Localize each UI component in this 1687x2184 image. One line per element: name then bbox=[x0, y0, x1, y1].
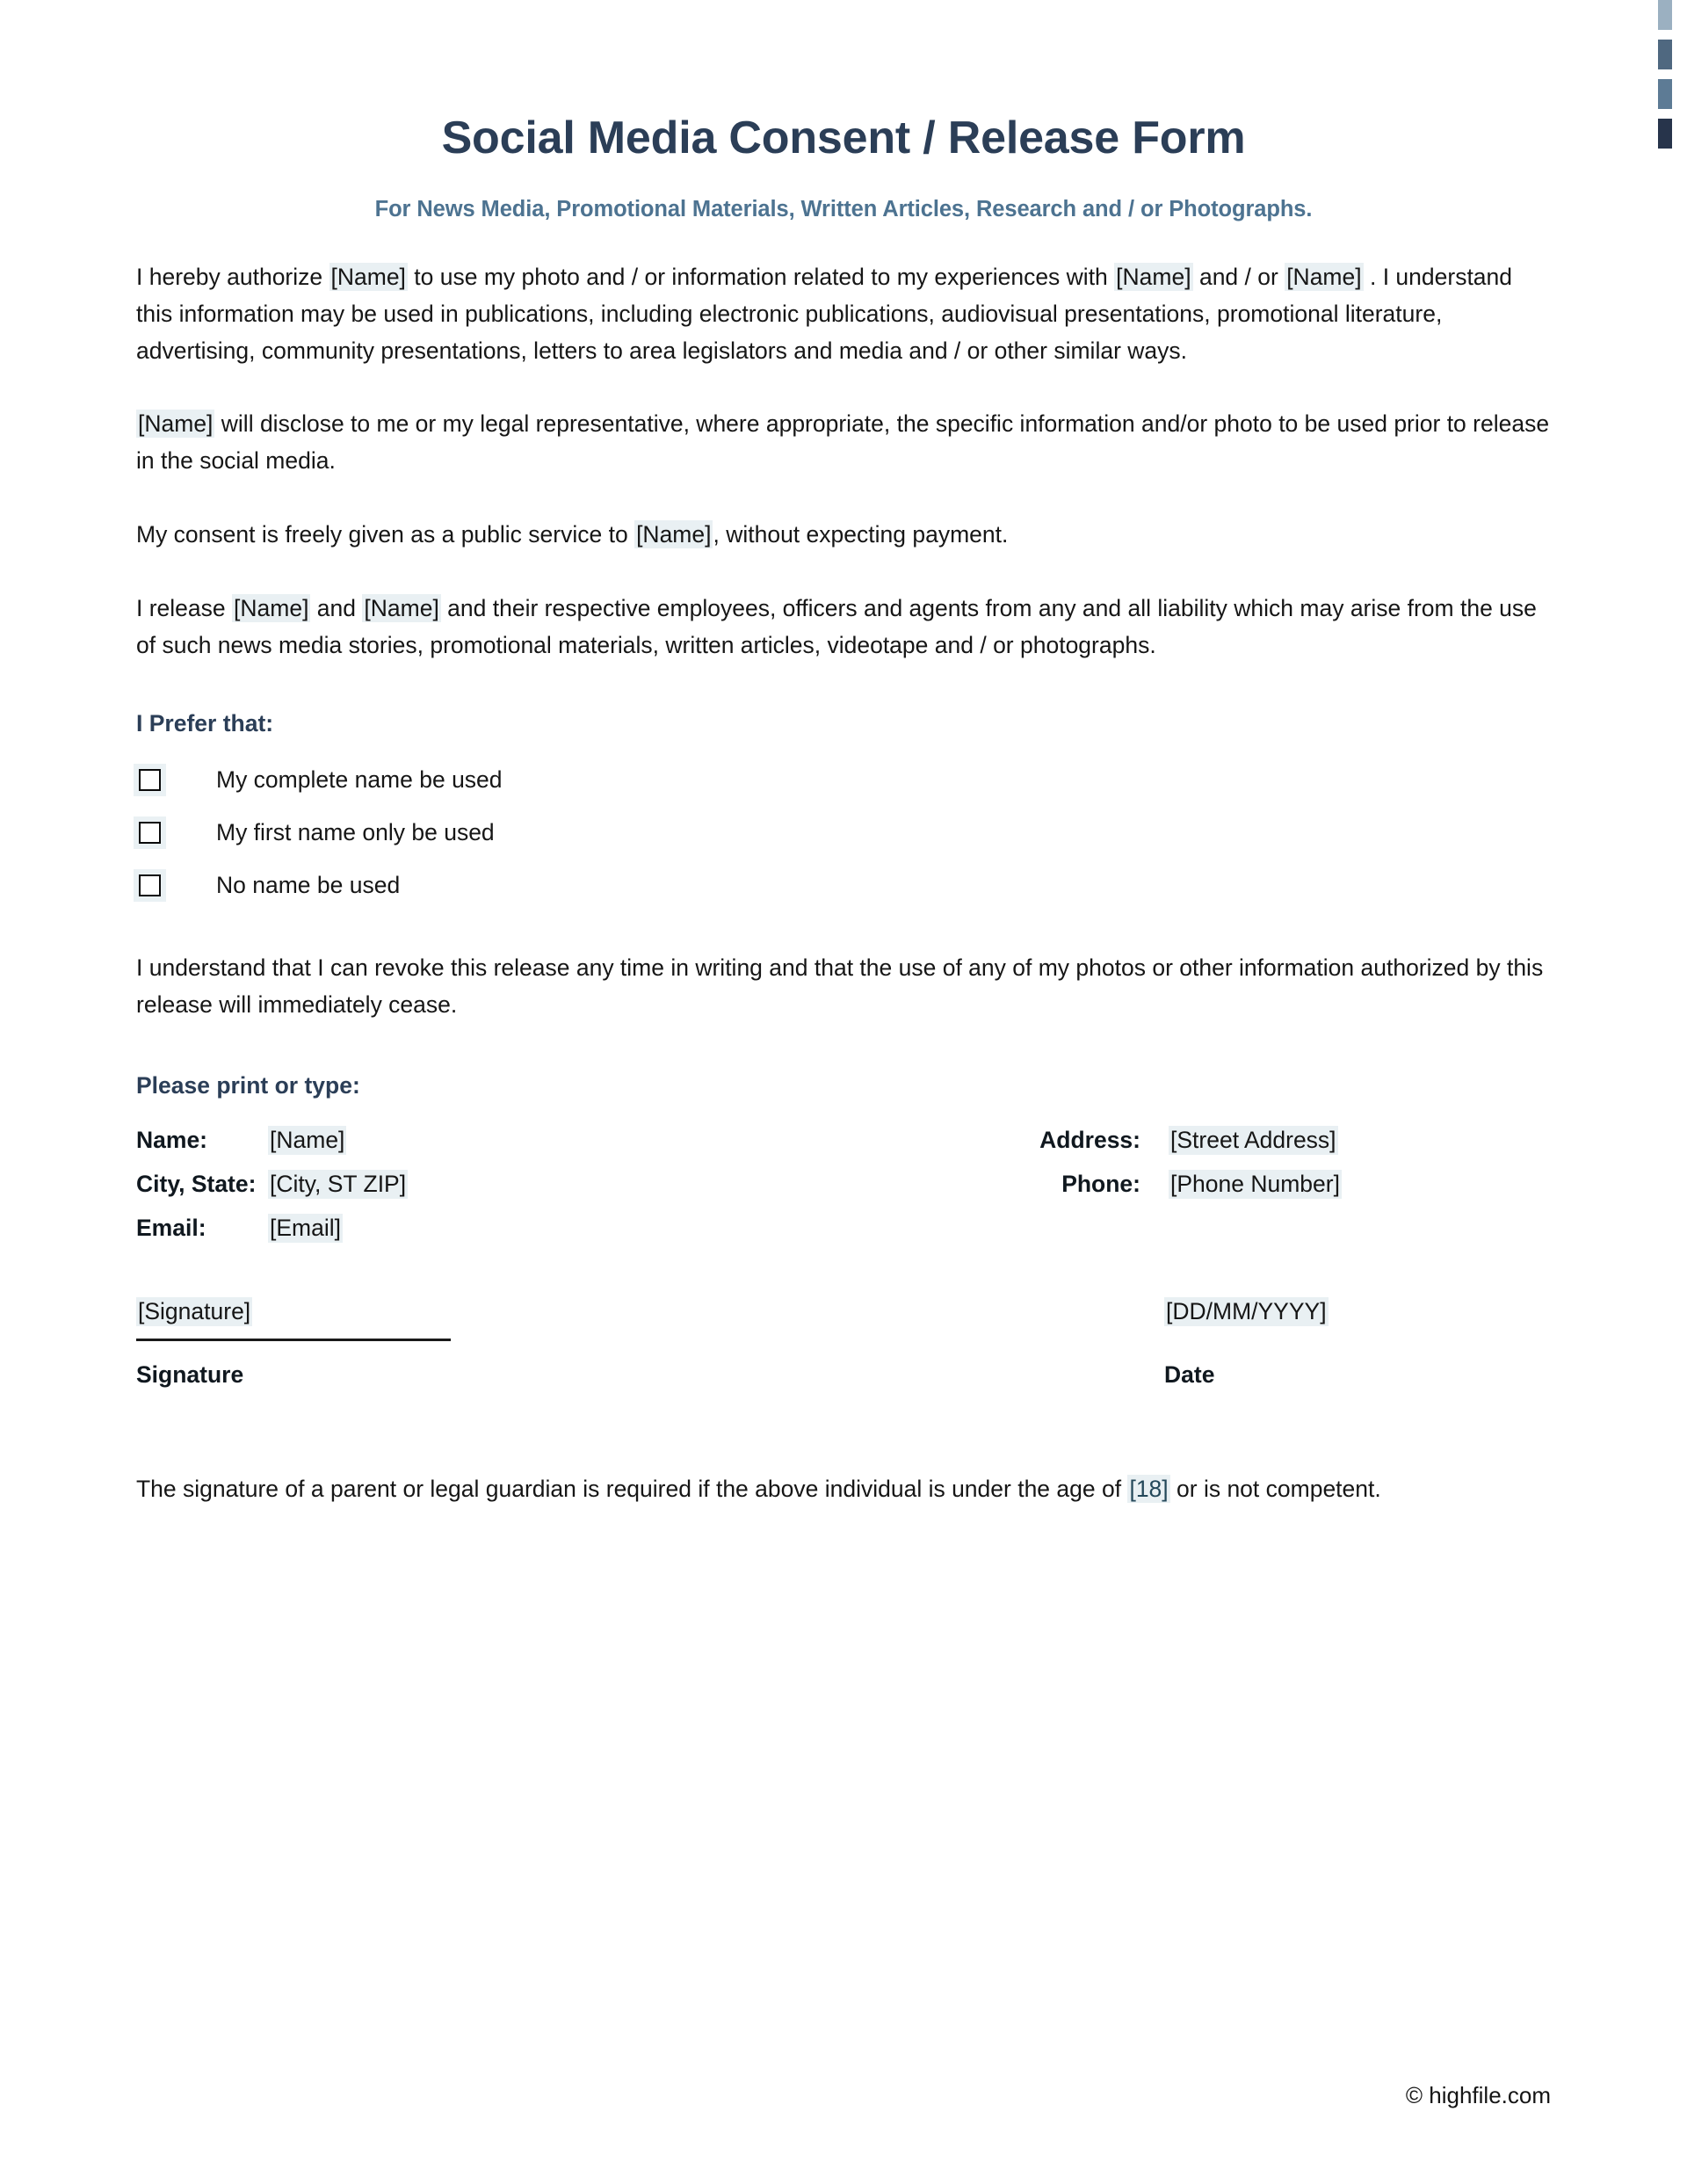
field-group-name bbox=[136, 1126, 822, 1155]
date-caption: Date bbox=[1164, 1361, 1215, 1389]
consent-paragraph-2 bbox=[136, 369, 1551, 480]
field-row-city-phone bbox=[136, 1170, 1551, 1199]
preference-option-first-name[interactable] bbox=[136, 794, 1551, 846]
consent-paragraph-3 bbox=[136, 480, 1551, 554]
email-label: Email: bbox=[136, 1215, 206, 1242]
page-title: Social Media Consent / Release Form bbox=[441, 112, 1246, 163]
consent-paragraph-1 bbox=[136, 222, 1551, 370]
document-content bbox=[136, 0, 1551, 1508]
placeholder-name[interactable]: [Name] bbox=[1116, 263, 1191, 290]
preferences-list bbox=[136, 737, 1551, 899]
footer-copyright: © highfile.com bbox=[1405, 2082, 1551, 2108]
phone-input[interactable]: [Phone Number] bbox=[1170, 1171, 1340, 1198]
placeholder-name[interactable]: [Name] bbox=[1286, 263, 1362, 290]
p1-text-2: to use my photo and / or information related to my experiences with bbox=[407, 263, 1115, 290]
email-input[interactable]: [Email] bbox=[270, 1215, 341, 1242]
corner-mark-1 bbox=[1658, 0, 1672, 30]
signature-block bbox=[136, 1297, 1551, 1429]
placeholder-name[interactable]: [Name] bbox=[138, 410, 214, 438]
preferences-heading: I Prefer that: bbox=[136, 709, 274, 736]
preference-option-complete-name[interactable] bbox=[136, 737, 1551, 794]
preference-option-no-name[interactable] bbox=[136, 846, 1551, 899]
consent-paragraph-4 bbox=[136, 554, 1551, 664]
p4-text-1: I release bbox=[136, 594, 233, 621]
placeholder-name[interactable]: [Name] bbox=[364, 594, 439, 621]
city-state-input[interactable]: [City, ST ZIP] bbox=[270, 1171, 407, 1198]
corner-decoration bbox=[1658, 0, 1672, 149]
signature-rule bbox=[136, 1339, 451, 1341]
signature-input[interactable]: [Signature] bbox=[138, 1298, 251, 1325]
corner-mark-4 bbox=[1658, 119, 1672, 149]
guardian-paragraph bbox=[136, 1429, 1551, 1508]
date-input[interactable]: [DD/MM/YYYY] bbox=[1166, 1298, 1327, 1325]
signature-area bbox=[136, 1297, 699, 1389]
field-group-email bbox=[136, 1214, 822, 1243]
p1-text-4: . I understand this information may be used in publications, including electronic publications, audiovisual presentations, promotional literature, advertising, community presentations, letters to area legislators and media and / or other similar ways. bbox=[136, 263, 1513, 364]
checkbox-icon[interactable] bbox=[139, 769, 161, 791]
checkbox-icon[interactable] bbox=[139, 822, 161, 844]
field-row-name-address bbox=[136, 1126, 1551, 1155]
corner-mark-2 bbox=[1658, 40, 1672, 69]
date-area bbox=[1164, 1297, 1551, 1389]
city-state-label: City, State: bbox=[136, 1171, 257, 1198]
preference-label: My complete name be used bbox=[216, 765, 503, 793]
address-input[interactable]: [Street Address] bbox=[1170, 1127, 1336, 1154]
checkbox-icon[interactable] bbox=[139, 874, 161, 896]
revoke-paragraph: I understand that I can revoke this release any time in writing and that the use of any of my photos or other information authorized by this release will immediately cease. bbox=[136, 954, 1544, 1018]
phone-label: Phone: bbox=[1061, 1171, 1140, 1198]
signature-caption: Signature bbox=[136, 1361, 244, 1389]
guardian-text-2: or is not competent. bbox=[1169, 1476, 1381, 1503]
preference-label: No name be used bbox=[216, 871, 401, 898]
p4-text-2: and bbox=[310, 594, 363, 621]
placeholder-name[interactable]: [Name] bbox=[330, 263, 406, 290]
name-input[interactable]: [Name] bbox=[270, 1127, 345, 1154]
p3-text-1: My consent is freely given as a public service to bbox=[136, 521, 635, 548]
field-row-email bbox=[136, 1214, 1551, 1243]
address-label: Address: bbox=[1039, 1127, 1140, 1154]
p3-text-2: , without expecting payment. bbox=[713, 521, 1009, 548]
p4-text-3: and their respective employees, officers and agents from any and all liability which may arise from the use of such news media stories, promotional materials, written articles, videotape and / or photographs. bbox=[136, 594, 1537, 658]
corner-mark-3 bbox=[1658, 79, 1672, 109]
page-subtitle: For News Media, Promotional Materials, Written Articles, Research and / or Photographs. bbox=[374, 196, 1313, 221]
placeholder-name[interactable]: [Name] bbox=[234, 594, 309, 621]
p2-text-1: will disclose to me or my legal representative, where appropriate, the specific information and/or photo to be used prior to release in the social media. bbox=[136, 410, 1550, 475]
print-section-heading: Please print or type: bbox=[136, 1072, 360, 1099]
guardian-text-1: The signature of a parent or legal guardian is required if the above individual is under the age of bbox=[136, 1476, 1128, 1503]
placeholder-age[interactable]: [18] bbox=[1129, 1476, 1169, 1503]
name-label: Name: bbox=[136, 1127, 208, 1154]
field-group-city-state bbox=[136, 1170, 822, 1199]
personal-info-fields bbox=[136, 1126, 1551, 1243]
field-group-phone bbox=[822, 1170, 1551, 1199]
p1-text-1: I hereby authorize bbox=[136, 263, 329, 290]
preference-label: My first name only be used bbox=[216, 818, 495, 845]
p1-text-3: and / or bbox=[1192, 263, 1285, 290]
field-group-address bbox=[822, 1126, 1551, 1155]
placeholder-name[interactable]: [Name] bbox=[636, 521, 712, 548]
